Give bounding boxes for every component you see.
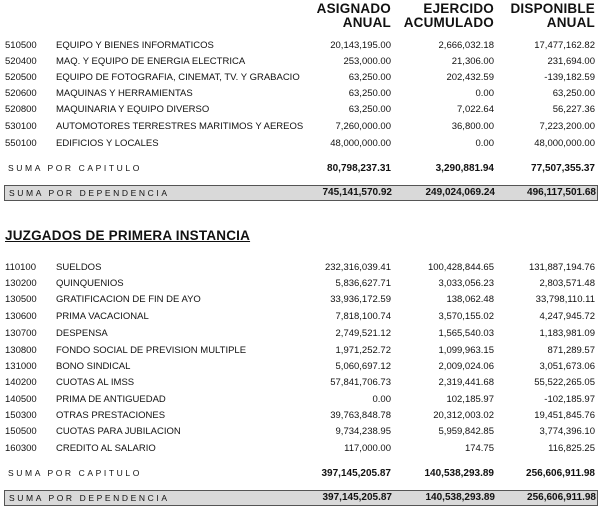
- table-row: [0, 70, 600, 85]
- row-ejercido: 21,306.00: [451, 56, 494, 67]
- table-row: [0, 119, 600, 134]
- table-row: [0, 260, 600, 275]
- suma-dependencia-row: [4, 185, 598, 201]
- row-code: 510500: [5, 40, 37, 51]
- row-ejercido: 3,033,056.23: [438, 278, 494, 289]
- table-row: [0, 359, 600, 374]
- row-disponible: 3,051,673.06: [539, 361, 595, 372]
- table-row: [0, 375, 600, 390]
- table-row: [0, 292, 600, 307]
- header-asignado-anual: [317, 2, 391, 30]
- row-ejercido: 138,062.48: [446, 294, 494, 305]
- table-row: [0, 38, 600, 53]
- header-line: DISPONIBLE: [510, 1, 595, 16]
- row-code: 130800: [5, 345, 37, 356]
- dependencia-ejercido: 140,538,293.89: [425, 492, 495, 503]
- row-description: FONDO SOCIAL DE PREVISION MULTIPLE: [56, 345, 247, 356]
- row-code: 130500: [5, 294, 37, 305]
- row-description: GRATIFICACION DE FIN DE AYO: [56, 294, 201, 305]
- row-asignado: 63,250.00: [348, 104, 391, 115]
- row-code: 140200: [5, 377, 37, 388]
- row-ejercido: 20,312,003.02: [433, 410, 494, 421]
- row-ejercido: 202,432.59: [446, 72, 494, 83]
- row-asignado: 117,000.00: [344, 443, 391, 454]
- row-code: 520500: [5, 72, 37, 83]
- section-title: JUZGADOS DE PRIMERA INSTANCIA: [5, 228, 251, 243]
- row-ejercido: 5,959,842.85: [438, 426, 494, 437]
- row-code: 520400: [5, 56, 37, 67]
- row-disponible: 3,774,396.10: [539, 426, 595, 437]
- row-disponible: 131,887,194.76: [528, 262, 595, 273]
- row-ejercido: 7,022.64: [457, 104, 494, 115]
- row-code: 130700: [5, 328, 37, 339]
- row-asignado: 2,749,521.12: [335, 328, 391, 339]
- row-asignado: 232,316,039.41: [324, 262, 391, 273]
- row-ejercido: 2,319,441.68: [438, 377, 494, 388]
- row-disponible: 33,798,110.11: [535, 294, 595, 305]
- header-line: EJERCIDO: [423, 1, 494, 16]
- row-ejercido: 174.75: [464, 443, 494, 454]
- table-row: [0, 102, 600, 117]
- row-asignado: 5,836,627.71: [335, 278, 391, 289]
- row-description: CUOTAS AL IMSS: [56, 377, 135, 388]
- row-asignado: 20,143,195.00: [330, 40, 391, 51]
- row-asignado: 33,936,172.59: [330, 294, 391, 305]
- row-asignado: 7,260,000.00: [335, 121, 391, 132]
- row-description: MAQUINAS Y HERRAMIENTAS: [56, 88, 193, 99]
- table-row: [0, 343, 600, 358]
- column-header: [0, 2, 600, 38]
- row-disponible: 56,227.36: [552, 104, 595, 115]
- row-code: 110100: [5, 262, 36, 273]
- row-description: BONO SINDICAL: [56, 361, 131, 372]
- row-description: EQUIPO Y BIENES INFORMATICOS: [56, 40, 214, 51]
- row-asignado: 5,060,697.12: [335, 361, 391, 372]
- suma-disponible: 256,606,911.98: [526, 468, 595, 479]
- dependencia-ejercido: 249,024,069.24: [425, 187, 495, 198]
- row-code: 150500: [5, 426, 37, 437]
- row-ejercido: 100,428,844.65: [427, 262, 494, 273]
- suma-capitulo-label: SUMA POR CAPITULO: [8, 163, 142, 173]
- row-code: 131000: [5, 361, 37, 372]
- suma-disponible: 77,507,355.37: [531, 163, 595, 174]
- row-disponible: -102,185.97: [544, 394, 595, 405]
- row-description: CREDITO AL SALARIO: [56, 443, 156, 454]
- row-code: 160300: [5, 443, 37, 454]
- header-line: ACUMULADO: [403, 15, 494, 30]
- row-disponible: 19,451,845.76: [534, 410, 595, 421]
- header-line: ANUAL: [546, 15, 595, 30]
- row-description: PRIMA DE ANTIGUEDAD: [56, 394, 166, 405]
- row-code: 130200: [5, 278, 37, 289]
- row-asignado: 57,841,706.73: [330, 377, 391, 388]
- row-code: 130600: [5, 311, 37, 322]
- row-ejercido: 1,565,540.03: [438, 328, 494, 339]
- table-row: [0, 86, 600, 101]
- row-code: 150300: [5, 410, 37, 421]
- row-description: EQUIPO DE FOTOGRAFIA, CINEMAT, TV. Y GRABACIO: [56, 72, 300, 83]
- row-disponible: -139,182.59: [544, 72, 595, 83]
- suma-asignado: 397,145,205.87: [321, 468, 391, 479]
- dependencia-asignado: 397,145,205.87: [322, 492, 392, 503]
- row-disponible: 4,247,945.72: [539, 311, 595, 322]
- row-disponible: 2,803,571.48: [539, 278, 595, 289]
- row-disponible: 1,183,981.09: [539, 328, 595, 339]
- suma-dependencia-label: SUMA POR DEPENDENCIA: [9, 188, 170, 198]
- row-disponible: 63,250.00: [552, 88, 595, 99]
- suma-dependencia-label: SUMA POR DEPENDENCIA: [9, 493, 170, 503]
- row-description: OTRAS PRESTACIONES: [56, 410, 166, 421]
- row-disponible: 55,522,265.05: [534, 377, 595, 388]
- suma-ejercido: 3,290,881.94: [435, 163, 494, 174]
- row-code: 520600: [5, 88, 37, 99]
- row-description: PRIMA VACACIONAL: [56, 311, 149, 322]
- row-description: CUOTAS PARA JUBILACION: [56, 426, 181, 437]
- table-row: [0, 408, 600, 423]
- row-asignado: 48,000,000.00: [330, 138, 391, 149]
- row-disponible: 48,000,000.00: [534, 138, 595, 149]
- suma-ejercido: 140,538,293.89: [424, 468, 494, 479]
- row-disponible: 116,825.25: [548, 443, 595, 454]
- row-disponible: 231,694.00: [547, 56, 595, 67]
- row-description: DESPENSA: [56, 328, 108, 339]
- suma-capitulo-label: SUMA POR CAPITULO: [8, 468, 142, 478]
- suma-dependencia-row: [4, 490, 598, 506]
- row-asignado: 63,250.00: [348, 88, 391, 99]
- table-row: [0, 424, 600, 439]
- header-line: ANUAL: [342, 15, 391, 30]
- row-asignado: 39,763,848.78: [330, 410, 391, 421]
- suma-capitulo-row: [0, 466, 600, 481]
- table-row: [0, 392, 600, 407]
- row-code: 550100: [5, 138, 37, 149]
- table-row: [0, 136, 600, 151]
- row-ejercido: 1,099,963.15: [438, 345, 494, 356]
- dependencia-disponible: 496,117,501.68: [527, 187, 596, 198]
- row-ejercido: 2,009,024.06: [438, 361, 494, 372]
- row-asignado: 9,734,238.95: [335, 426, 391, 437]
- row-code: 140500: [5, 394, 37, 405]
- suma-capitulo-row: [0, 161, 600, 176]
- table-row: [0, 309, 600, 324]
- dependencia-asignado: 745,141,570.92: [322, 187, 392, 198]
- row-ejercido: 0.00: [475, 138, 494, 149]
- row-code: 530100: [5, 121, 37, 132]
- suma-asignado: 80,798,237.31: [327, 163, 391, 174]
- row-asignado: 0.00: [372, 394, 391, 405]
- row-ejercido: 3,570,155.02: [438, 311, 494, 322]
- row-asignado: 253,000.00: [343, 56, 391, 67]
- row-ejercido: 2,666,032.18: [438, 40, 494, 51]
- row-asignado: 7,818,100.74: [335, 311, 391, 322]
- row-disponible: 871,289.57: [547, 345, 595, 356]
- row-description: SUELDOS: [56, 262, 102, 273]
- row-asignado: 1,971,252.72: [335, 345, 391, 356]
- table-row: [0, 276, 600, 291]
- header-disponible-anual: [510, 2, 595, 30]
- row-ejercido: 0.00: [475, 88, 494, 99]
- row-disponible: 7,223,200.00: [539, 121, 595, 132]
- row-description: AUTOMOTORES TERRESTRES MARITIMOS Y AEREOS: [56, 121, 304, 132]
- table-row: [0, 326, 600, 341]
- row-description: MAQ. Y EQUIPO DE ENERGIA ELECTRICA: [56, 56, 246, 67]
- row-description: EDIFICIOS Y LOCALES: [56, 138, 159, 149]
- table-row: [0, 54, 600, 69]
- table-row: [0, 441, 600, 456]
- row-ejercido: 102,185.97: [446, 394, 494, 405]
- header-line: ASIGNADO: [316, 1, 391, 16]
- row-asignado: 63,250.00: [348, 72, 391, 83]
- row-description: QUINQUENIOS: [56, 278, 124, 289]
- row-description: MAQUINARIA Y EQUIPO DIVERSO: [56, 104, 210, 115]
- row-disponible: 17,477,162.82: [534, 40, 595, 51]
- dependencia-disponible: 256,606,911.98: [527, 492, 596, 503]
- header-ejercido-acumulado: [404, 2, 494, 30]
- row-ejercido: 36,800.00: [451, 121, 494, 132]
- row-code: 520800: [5, 104, 37, 115]
